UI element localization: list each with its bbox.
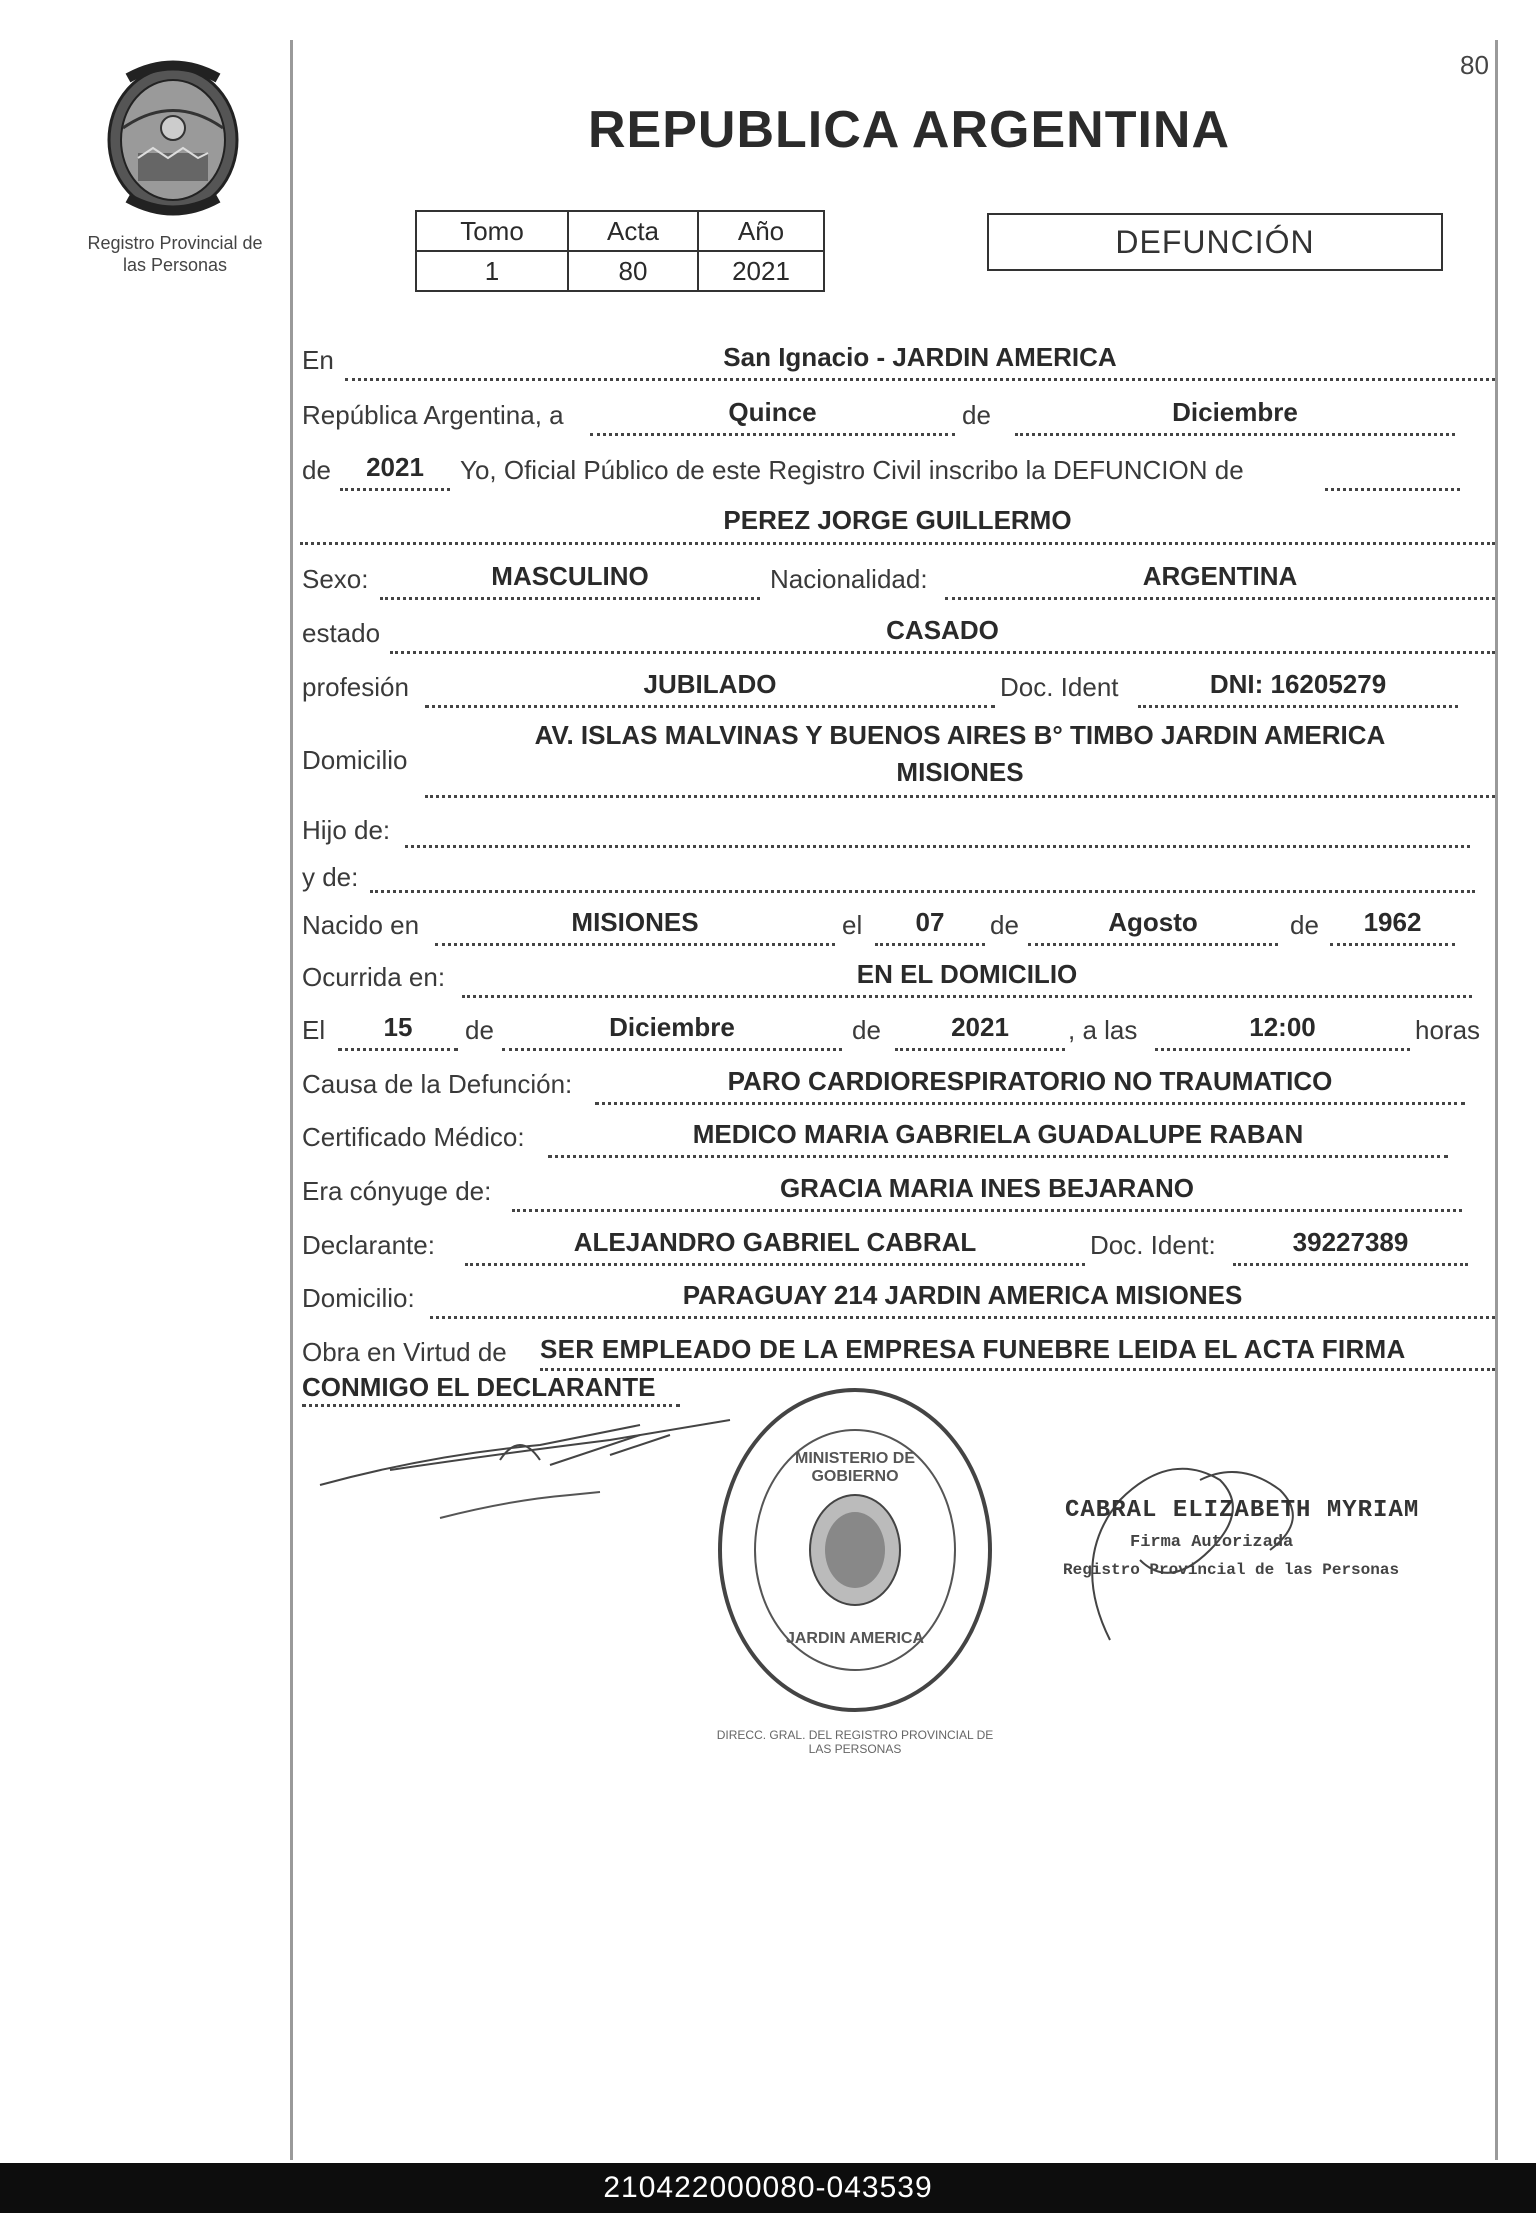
dotted-line — [875, 943, 985, 946]
label-ocurrida-en: Ocurrida en: — [302, 962, 446, 992]
label-profesion: profesión — [302, 672, 409, 702]
value-def-anio: 2021 — [951, 1012, 1009, 1042]
register-header-tomo: Tomo — [416, 211, 568, 251]
label-a-las: , a las — [1068, 1015, 1138, 1045]
label-de-2: de — [302, 455, 331, 485]
dotted-line — [548, 1155, 1448, 1158]
label-de: de — [962, 400, 991, 430]
value-nac-dia: 07 — [915, 907, 945, 937]
value-dia: Quince — [728, 397, 817, 427]
value-domicilio-line-1: AV. ISLAS MALVINAS Y BUENOS AIRES B° TIMBO JARDIN AMERICA — [534, 720, 1386, 750]
value-obra-line-2: CONMIGO EL DECLARANTE — [302, 1372, 656, 1402]
label-causa: Causa de la Defunción: — [302, 1069, 573, 1099]
register-header-row — [416, 211, 824, 251]
stamp-bottom-text: JARDIN AMERICA — [785, 1630, 925, 1647]
label-obra: Obra en Virtud de — [302, 1337, 507, 1367]
dotted-line — [465, 1263, 1085, 1266]
dotted-line — [945, 597, 1495, 600]
label-sexo: Sexo: — [302, 564, 369, 594]
label-de-6: de — [852, 1015, 881, 1045]
value-declarante-domicilio: PARAGUAY 214 JARDIN AMERICA MISIONES — [682, 1280, 1243, 1310]
dotted-line — [462, 995, 1472, 998]
provincial-crest-icon — [98, 58, 248, 218]
value-def-mes: Diciembre — [609, 1012, 735, 1042]
value-ocurrida-en: EN EL DOMICILIO — [856, 959, 1078, 989]
label-domicilio-2: Domicilio: — [302, 1283, 415, 1313]
label-conyuge: Era cónyuge de: — [302, 1176, 492, 1206]
label-y-de: y de: — [302, 862, 359, 892]
dotted-line — [370, 890, 1475, 893]
dotted-line — [1325, 488, 1460, 491]
official-office: Registro Provincial de las Personas — [1063, 1561, 1400, 1579]
value-estado: CASADO — [886, 615, 999, 645]
register-header-anio: Año — [698, 211, 824, 251]
dotted-line — [595, 1102, 1465, 1105]
dotted-line — [1028, 943, 1278, 946]
label-hijo-de: Hijo de: — [302, 815, 391, 845]
dotted-line — [390, 651, 1495, 654]
value-certificado: MEDICO MARIA GABRIELA GUADALUPE RABAN — [692, 1119, 1304, 1149]
dotted-line — [502, 1048, 842, 1051]
dotted-line — [300, 542, 1495, 545]
dotted-line — [425, 795, 1495, 798]
label-horas: horas — [1415, 1015, 1481, 1045]
label-yo: Yo, Oficial Público de este Registro Civil inscribo la DEFUNCION de — [460, 455, 1244, 485]
value-anio: 2021 — [366, 452, 424, 482]
dotted-line — [512, 1209, 1462, 1212]
dotted-line — [435, 943, 835, 946]
value-declarante-doc: 39227389 — [1292, 1227, 1409, 1257]
label-republica: República Argentina, a — [302, 400, 564, 430]
dotted-line — [405, 845, 1470, 848]
agency-line-2: las Personas — [122, 255, 228, 275]
stamp-ring-text: DIRECC. GRAL. DEL REGISTRO PROVINCIAL DE LAS PERSONAS — [716, 1728, 994, 1756]
dotted-line — [345, 378, 1495, 381]
label-domicilio: Domicilio — [302, 745, 408, 775]
dotted-line — [1138, 705, 1458, 708]
dotted-line — [1330, 943, 1455, 946]
agency-line-1: Registro Provincial de — [87, 233, 263, 253]
label-de-5: de — [465, 1015, 494, 1045]
register-value-tomo: 1 — [416, 251, 568, 291]
dotted-line — [1015, 433, 1455, 436]
official-stamp — [710, 1380, 1000, 1720]
label-estado: estado — [302, 618, 381, 648]
value-doc: DNI: 16205279 — [1209, 669, 1387, 699]
dotted-line — [895, 1048, 1065, 1051]
value-nombre: PEREZ JORGE GUILLERMO — [723, 505, 1072, 535]
page-number: 80 — [1460, 50, 1489, 80]
value-nacido-en: MISIONES — [571, 907, 699, 937]
dotted-line — [425, 705, 995, 708]
label-nacido-en: Nacido en — [302, 910, 420, 940]
dotted-line — [1233, 1263, 1468, 1266]
official-role: Firma Autorizada — [1130, 1533, 1294, 1552]
value-lugar: San Ignacio - JARDIN AMERICA — [723, 342, 1117, 372]
register-table — [415, 210, 825, 292]
label-el: el — [842, 910, 863, 940]
value-declarante: ALEJANDRO GABRIEL CABRAL — [573, 1227, 977, 1257]
label-en: En — [302, 345, 334, 375]
right-margin-line — [1495, 40, 1498, 2160]
dotted-line — [590, 433, 955, 436]
page-title: REPUBLICA ARGENTINA — [588, 101, 1231, 159]
label-de-4: de — [1290, 910, 1319, 940]
register-header-acta: Acta — [568, 211, 698, 251]
official-name: CABRAL ELIZABETH MYRIAM — [1065, 1497, 1420, 1524]
dotted-line — [380, 597, 760, 600]
dotted-line — [340, 488, 450, 491]
label-de-3: de — [990, 910, 1019, 940]
register-value-row — [416, 251, 824, 291]
value-nac-anio: 1962 — [1363, 907, 1422, 937]
value-causa: PARO CARDIORESPIRATORIO NO TRAUMATICO — [727, 1066, 1333, 1096]
value-nacionalidad: ARGENTINA — [1142, 561, 1298, 591]
dotted-line — [430, 1316, 1495, 1319]
value-def-dia: 15 — [383, 1012, 413, 1042]
value-nac-mes: Agosto — [1108, 907, 1198, 937]
stamp-inner-text: MINISTERIO DE GOBIERNO — [794, 1450, 915, 1485]
value-conyuge: GRACIA MARIA INES BEJARANO — [779, 1173, 1195, 1203]
value-profesion: JUBILADO — [643, 669, 777, 699]
left-margin-line — [290, 40, 293, 2160]
value-hora: 12:00 — [1249, 1012, 1316, 1042]
agency-name — [60, 232, 290, 276]
document-code-bar: 210422000080-043539 — [0, 2163, 1536, 2213]
label-doc-ident: Doc. Ident — [1000, 672, 1119, 702]
dotted-line — [1155, 1048, 1410, 1051]
register-value-anio: 2021 — [698, 251, 824, 291]
value-mes: Diciembre — [1172, 397, 1298, 427]
value-domicilio-line-2: MISIONES — [896, 757, 1024, 787]
label-el-2: El — [302, 1015, 326, 1045]
label-certificado: Certificado Médico: — [302, 1122, 525, 1152]
value-sexo: MASCULINO — [491, 561, 649, 591]
dotted-line — [338, 1048, 458, 1051]
label-declarante: Declarante: — [302, 1230, 435, 1260]
record-type-box: DEFUNCIÓN — [987, 213, 1443, 271]
register-value-acta: 80 — [568, 251, 698, 291]
dotted-line — [540, 1368, 1495, 1371]
declarant-signature — [310, 1400, 750, 1530]
label-doc-ident-2: Doc. Ident: — [1090, 1230, 1216, 1260]
value-obra-line-1: SER EMPLEADO DE LA EMPRESA FUNEBRE LEIDA EL ACTA FIRMA — [540, 1334, 1406, 1364]
label-nacionalidad: Nacionalidad: — [770, 564, 928, 594]
